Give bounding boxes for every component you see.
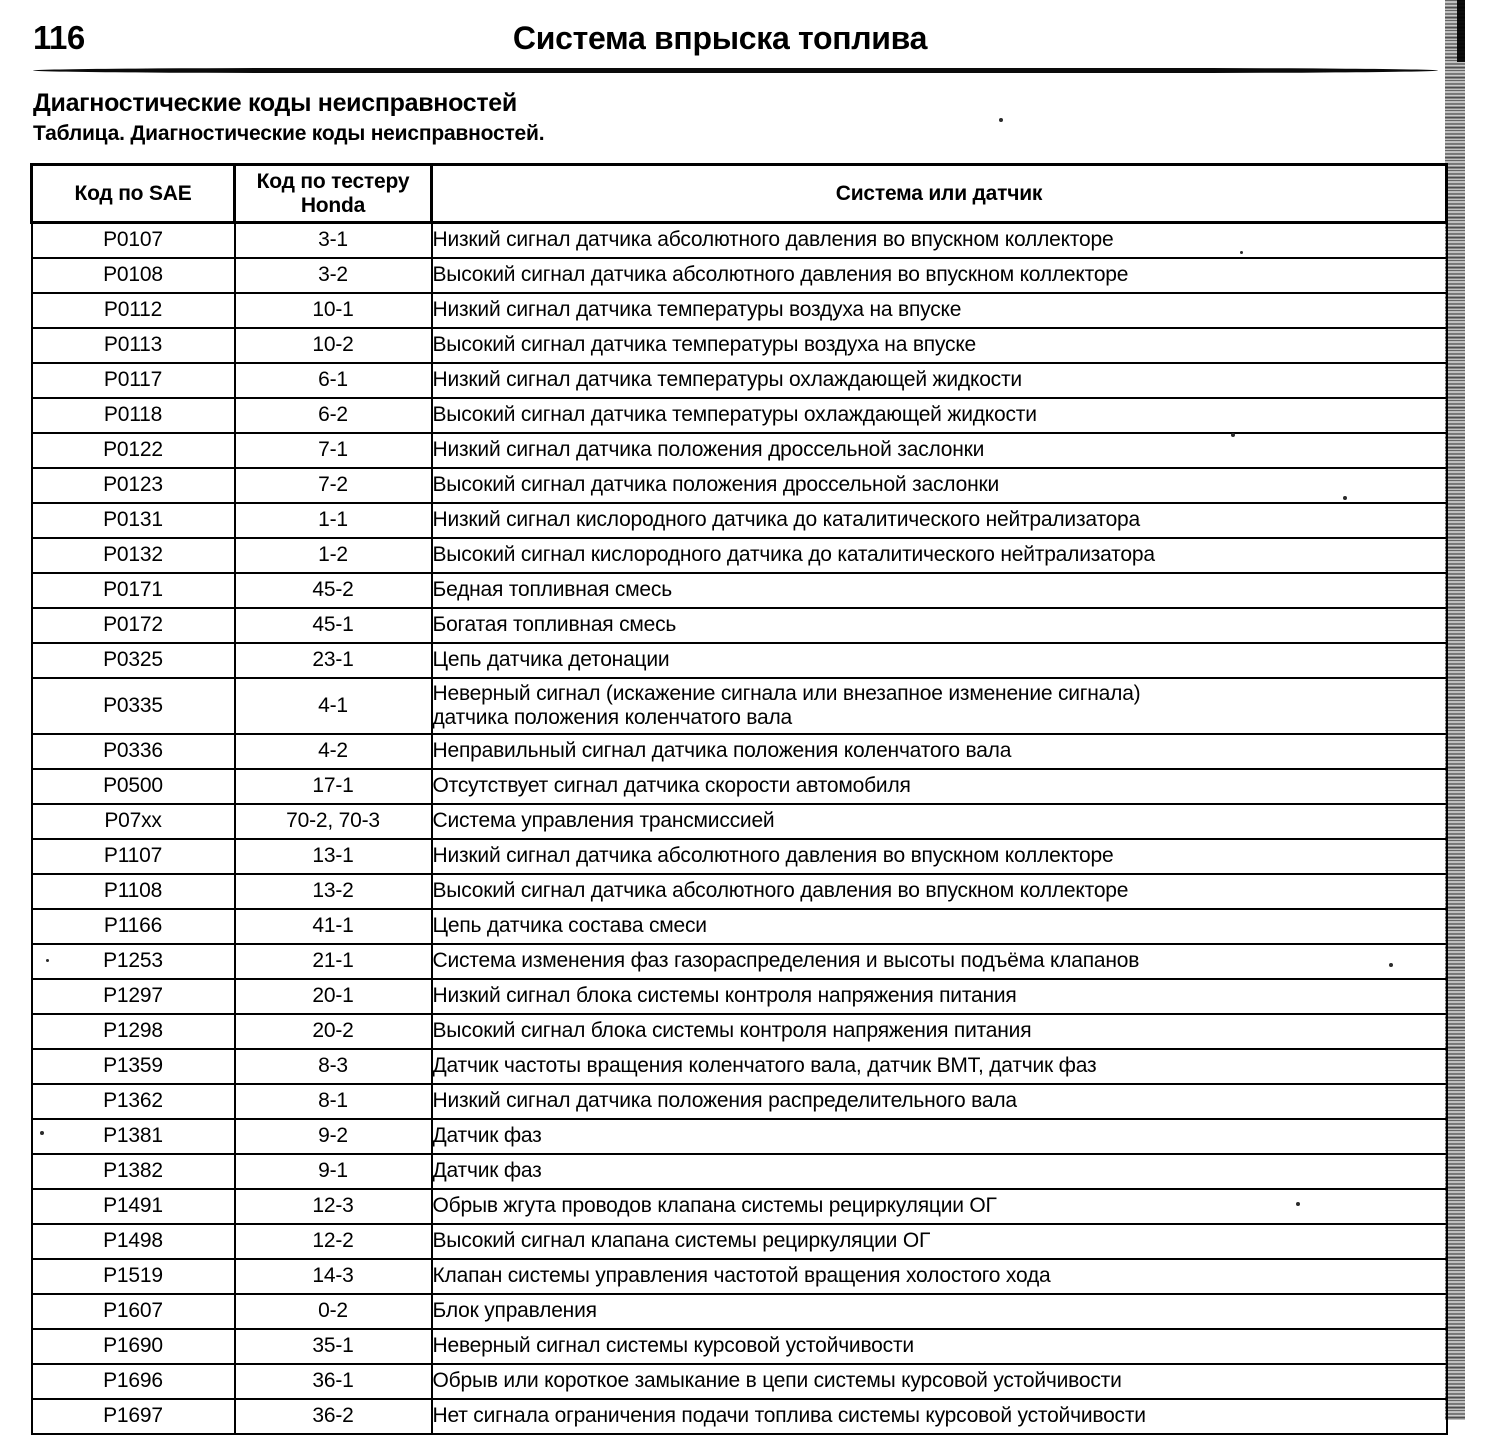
cell-sae-code: P1362 xyxy=(32,1084,235,1119)
table-row xyxy=(32,223,1447,258)
dtc-table-container xyxy=(30,163,1445,1435)
cell-system-or-sensor: Неверный сигнал системы курсовой устойчивости xyxy=(432,1329,1447,1364)
cell-sae-code: P0132 xyxy=(32,538,235,573)
cell-sae-code: P0325 xyxy=(32,643,235,678)
table-head xyxy=(32,165,1447,223)
table-row xyxy=(32,433,1447,468)
cell-system-or-sensor: Обрыв жгута проводов клапана системы рециркуляции ОГ xyxy=(432,1189,1447,1224)
cell-honda-tester-code: 7-2 xyxy=(235,468,432,503)
cell-sae-code: P1607 xyxy=(32,1294,235,1329)
cell-honda-tester-code: 7-1 xyxy=(235,433,432,468)
cell-system-or-sensor: Датчик фаз xyxy=(432,1154,1447,1189)
cell-honda-tester-code: 41-1 xyxy=(235,909,432,944)
table-row xyxy=(32,1259,1447,1294)
cell-honda-tester-code: 10-1 xyxy=(235,293,432,328)
table-row xyxy=(32,1294,1447,1329)
table-body xyxy=(32,223,1447,1434)
cell-sae-code: P0122 xyxy=(32,433,235,468)
cell-system-or-sensor: Цепь датчика состава смеси xyxy=(432,909,1447,944)
cell-system-or-sensor: Датчик частоты вращения коленчатого вала, датчик ВМТ, датчик фаз xyxy=(432,1049,1447,1084)
scan-binding-shadow-top xyxy=(1457,0,1465,62)
cell-system-or-sensor: Низкий сигнал датчика абсолютного давления во впускном коллекторе xyxy=(432,223,1447,258)
cell-sae-code: P0336 xyxy=(32,734,235,769)
table-row xyxy=(32,293,1447,328)
cell-description-line-2: датчика положения коленчатого вала xyxy=(432,705,793,729)
table-row xyxy=(32,1084,1447,1119)
honda-header-line-2: тестеру Honda xyxy=(300,169,410,217)
table-row xyxy=(32,398,1447,433)
cell-system-or-sensor: Низкий сигнал кислородного датчика до каталитического нейтрализатора xyxy=(432,503,1447,538)
table-row xyxy=(32,258,1447,293)
table-caption: Таблица. Диагностические коды неисправностей. xyxy=(33,122,545,145)
cell-sae-code: P07xx xyxy=(32,804,235,839)
table-row xyxy=(32,769,1447,804)
cell-honda-tester-code: 17-1 xyxy=(235,769,432,804)
cell-sae-code: P1253 xyxy=(32,944,235,979)
cell-honda-tester-code: 3-1 xyxy=(235,223,432,258)
cell-sae-code: P1519 xyxy=(32,1259,235,1294)
cell-system-or-sensor: Низкий сигнал блока системы контроля напряжения питания xyxy=(432,979,1447,1014)
table-row xyxy=(32,979,1447,1014)
cell-sae-code: P1298 xyxy=(32,1014,235,1049)
cell-honda-tester-code: 36-1 xyxy=(235,1364,432,1399)
cell-sae-code: P1166 xyxy=(32,909,235,944)
table-row xyxy=(32,503,1447,538)
cell-system-or-sensor: Высокий сигнал клапана системы рециркуляции ОГ xyxy=(432,1224,1447,1259)
cell-system-or-sensor: Отсутствует сигнал датчика скорости автомобиля xyxy=(432,769,1447,804)
cell-honda-tester-code: 45-1 xyxy=(235,608,432,643)
cell-system-or-sensor: Датчик фаз xyxy=(432,1119,1447,1154)
cell-honda-tester-code: 1-2 xyxy=(235,538,432,573)
cell-sae-code: P0113 xyxy=(32,328,235,363)
table-row xyxy=(32,1329,1447,1364)
cell-system-or-sensor: Система изменения фаз газораспределения и высоты подъёма клапанов xyxy=(432,944,1447,979)
cell-honda-tester-code: 13-2 xyxy=(235,874,432,909)
cell-sae-code: P1382 xyxy=(32,1154,235,1189)
cell-system-or-sensor: Высокий сигнал кислородного датчика до каталитического нейтрализатора xyxy=(432,538,1447,573)
cell-description-line-1: Неверный сигнал (искажение сигнала или внезапное изменение сигнала) xyxy=(432,681,1141,705)
table-row xyxy=(32,1189,1447,1224)
cell-system-or-sensor xyxy=(432,678,1447,734)
cell-system-or-sensor: Низкий сигнал датчика положения распределительного вала xyxy=(432,1084,1447,1119)
cell-honda-tester-code: 6-2 xyxy=(235,398,432,433)
cell-sae-code: P0118 xyxy=(32,398,235,433)
cell-honda-tester-code: 4-1 xyxy=(235,678,432,734)
cell-system-or-sensor: Низкий сигнал датчика температуры охлаждающей жидкости xyxy=(432,363,1447,398)
cell-sae-code: P1696 xyxy=(32,1364,235,1399)
cell-honda-tester-code: 9-2 xyxy=(235,1119,432,1154)
cell-sae-code: P0108 xyxy=(32,258,235,293)
cell-system-or-sensor: Нет сигнала ограничения подачи топлива системы курсовой устойчивости xyxy=(432,1399,1447,1434)
cell-honda-tester-code: 10-2 xyxy=(235,328,432,363)
cell-sae-code: P0123 xyxy=(32,468,235,503)
cell-sae-code: P1108 xyxy=(32,874,235,909)
cell-sae-code: P0107 xyxy=(32,223,235,258)
page-number: 116 xyxy=(33,19,85,56)
cell-honda-tester-code: 8-1 xyxy=(235,1084,432,1119)
cell-honda-tester-code: 20-2 xyxy=(235,1014,432,1049)
cell-system-or-sensor: Бедная топливная смесь xyxy=(432,573,1447,608)
cell-honda-tester-code: 0-2 xyxy=(235,1294,432,1329)
cell-sae-code: P1697 xyxy=(32,1399,235,1434)
cell-system-or-sensor: Высокий сигнал датчика абсолютного давления во впускном коллекторе xyxy=(432,258,1447,293)
cell-sae-code: P1297 xyxy=(32,979,235,1014)
cell-sae-code: P1107 xyxy=(32,839,235,874)
cell-honda-tester-code: 6-1 xyxy=(235,363,432,398)
cell-system-or-sensor: Клапан системы управления частотой вращения холостого хода xyxy=(432,1259,1447,1294)
cell-system-or-sensor: Неправильный сигнал датчика положения коленчатого вала xyxy=(432,734,1447,769)
table-row xyxy=(32,1119,1447,1154)
cell-honda-tester-code: 3-2 xyxy=(235,258,432,293)
table-row xyxy=(32,608,1447,643)
cell-system-or-sensor: Система управления трансмиссией xyxy=(432,804,1447,839)
cell-sae-code: P1381 xyxy=(32,1119,235,1154)
table-row xyxy=(32,1364,1447,1399)
section-title: Диагностические коды неисправностей xyxy=(33,89,517,117)
cell-sae-code: P1690 xyxy=(32,1329,235,1364)
cell-system-or-sensor: Высокий сигнал блока системы контроля напряжения питания xyxy=(432,1014,1447,1049)
table-row xyxy=(32,678,1447,734)
cell-system-or-sensor: Низкий сигнал датчика температуры воздуха на впуске xyxy=(432,293,1447,328)
cell-system-or-sensor: Обрыв или короткое замыкание в цепи системы курсовой устойчивости xyxy=(432,1364,1447,1399)
cell-sae-code: P0335 xyxy=(32,678,235,734)
table-row xyxy=(32,573,1447,608)
page-header xyxy=(0,18,1440,64)
cell-honda-tester-code: 12-3 xyxy=(235,1189,432,1224)
running-title: Система впрыска топлива xyxy=(512,20,928,56)
cell-sae-code: P1359 xyxy=(32,1049,235,1084)
cell-sae-code: P1491 xyxy=(32,1189,235,1224)
cell-honda-tester-code: 8-3 xyxy=(235,1049,432,1084)
cell-system-or-sensor: Богатая топливная смесь xyxy=(432,608,1447,643)
cell-honda-tester-code: 13-1 xyxy=(235,839,432,874)
cell-honda-tester-code: 1-1 xyxy=(235,503,432,538)
cell-honda-tester-code: 35-1 xyxy=(235,1329,432,1364)
cell-honda-tester-code: 14-3 xyxy=(235,1259,432,1294)
table-row xyxy=(32,839,1447,874)
table-row xyxy=(32,734,1447,769)
cell-sae-code: P1498 xyxy=(32,1224,235,1259)
cell-honda-tester-code: 45-2 xyxy=(235,573,432,608)
scan-binding-edge xyxy=(1445,0,1465,1420)
cell-sae-code: P0117 xyxy=(32,363,235,398)
cell-honda-tester-code: 23-1 xyxy=(235,643,432,678)
column-header-honda-tester-code xyxy=(235,165,432,223)
table-row xyxy=(32,1154,1447,1189)
cell-system-or-sensor: Высокий сигнал датчика абсолютного давления во впускном коллекторе xyxy=(432,874,1447,909)
cell-honda-tester-code: 70-2, 70-3 xyxy=(235,804,432,839)
column-header-system-or-sensor: Система или датчик xyxy=(432,165,1447,223)
cell-system-or-sensor: Цепь датчика детонации xyxy=(432,643,1447,678)
column-header-sae-code: Код по SAE xyxy=(32,165,235,223)
table-row xyxy=(32,944,1447,979)
table-row xyxy=(32,538,1447,573)
cell-system-or-sensor: Высокий сигнал датчика положения дроссельной заслонки xyxy=(432,468,1447,503)
table-row xyxy=(32,909,1447,944)
cell-honda-tester-code: 21-1 xyxy=(235,944,432,979)
cell-sae-code: P0172 xyxy=(32,608,235,643)
table-row xyxy=(32,1224,1447,1259)
cell-sae-code: P0171 xyxy=(32,573,235,608)
cell-system-or-sensor: Высокий сигнал датчика температуры охлаждающей жидкости xyxy=(432,398,1447,433)
table-header-row xyxy=(32,165,1447,223)
cell-system-or-sensor: Низкий сигнал датчика абсолютного давления во впускном коллекторе xyxy=(432,839,1447,874)
cell-honda-tester-code: 36-2 xyxy=(235,1399,432,1434)
cell-honda-tester-code: 4-2 xyxy=(235,734,432,769)
cell-honda-tester-code: 20-1 xyxy=(235,979,432,1014)
table-row xyxy=(32,1049,1447,1084)
table-row xyxy=(32,363,1447,398)
table-row xyxy=(32,328,1447,363)
cell-honda-tester-code: 9-1 xyxy=(235,1154,432,1189)
honda-header-line-1: Код по xyxy=(256,169,326,193)
table-row xyxy=(32,468,1447,503)
table-row xyxy=(32,1399,1447,1434)
cell-system-or-sensor: Высокий сигнал датчика температуры воздуха на впуске xyxy=(432,328,1447,363)
table-row xyxy=(32,1014,1447,1049)
scan-speck xyxy=(999,118,1003,122)
cell-honda-tester-code: 12-2 xyxy=(235,1224,432,1259)
cell-sae-code: P0131 xyxy=(32,503,235,538)
cell-system-or-sensor: Низкий сигнал датчика положения дроссельной заслонки xyxy=(432,433,1447,468)
cell-sae-code: P0112 xyxy=(32,293,235,328)
table-row xyxy=(32,804,1447,839)
cell-system-or-sensor: Блок управления xyxy=(432,1294,1447,1329)
diagnostic-trouble-codes-table xyxy=(30,163,1448,1435)
header-divider-rule xyxy=(33,68,1438,73)
table-row xyxy=(32,643,1447,678)
cell-sae-code: P0500 xyxy=(32,769,235,804)
table-row xyxy=(32,874,1447,909)
